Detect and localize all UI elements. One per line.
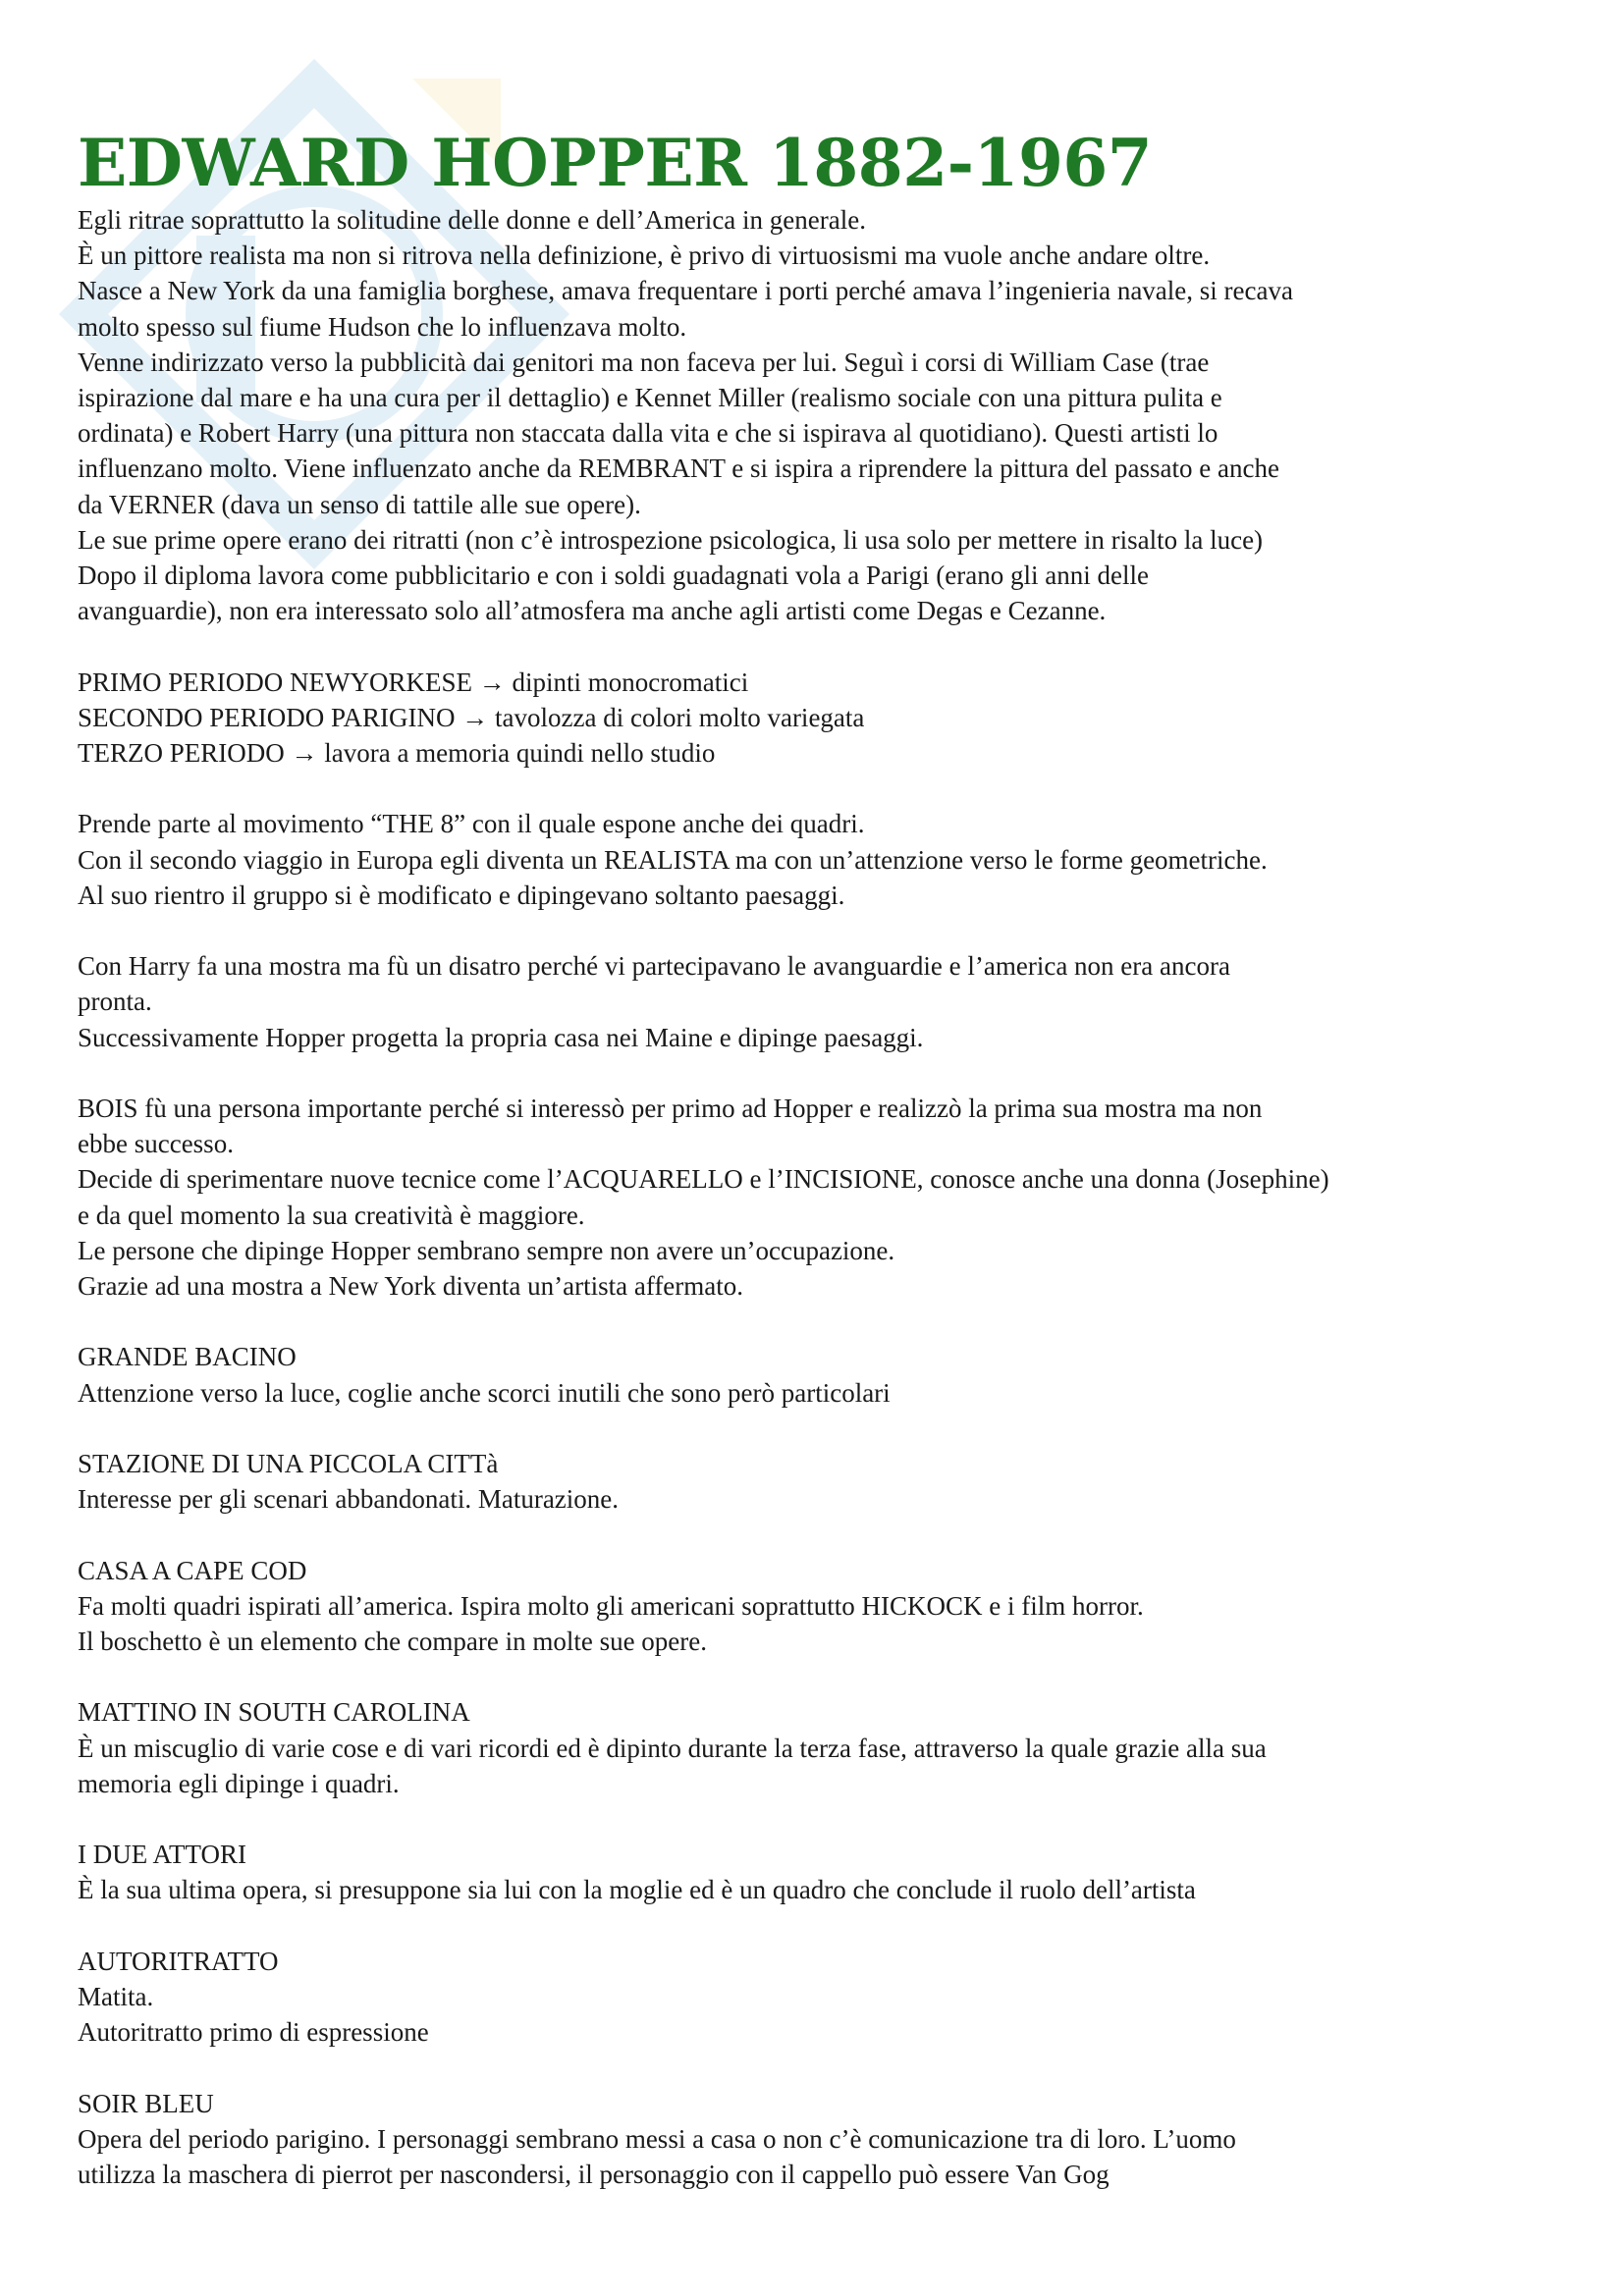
body-line: molto spesso sul fiume Hudson che lo influenzava molto.: [78, 311, 687, 342]
body-line: Matita.: [78, 1982, 154, 2011]
body-line: GRANDE BACINO: [78, 1342, 297, 1372]
body-line: da VERNER (dava un senso di tattile alle sue opere).: [78, 489, 641, 519]
body-line: memoria egli dipinge i quadri.: [78, 1768, 400, 1798]
body-line: Attenzione verso la luce, coglie anche scorci inutili che sono però particolari: [78, 1377, 891, 1408]
blank-line: [78, 1801, 1550, 1837]
body-line: e da quel momento la sua creatività è maggiore.: [78, 1200, 585, 1230]
body-line: Successivamente Hopper progetta la propria casa nei Maine e dipinge paesaggi.: [78, 1022, 924, 1052]
body-line: SOIR BLEU: [78, 2088, 214, 2118]
body-line: Le persone che dipinge Hopper sembrano sempre non avere un’occupazione.: [78, 1235, 895, 1265]
body-line: Il boschetto è un elemento che compare in molte sue opere.: [78, 1627, 708, 1657]
body-line: I DUE ATTORI: [78, 1840, 246, 1870]
body-line: utilizza la maschera di pierrot per nascondersi, il personaggio con il cappello può essere Van Gog: [78, 2160, 1110, 2189]
body-line: PRIMO PERIODO NEWYORKESE → dipinti monocromatici: [78, 667, 749, 697]
body-line: influenzano molto. Viene influenzato anche da REMBRANT e si ispira a riprendere la pittura del passato e anche: [78, 454, 1279, 484]
body-line: È un miscuglio di varie cose e di vari ricordi ed è dipinto durante la terza fase, attraverso la quale grazie alla sua: [78, 1733, 1267, 1763]
document-body: [78, 202, 1550, 2192]
body-line: AUTORITRATTO: [78, 1946, 279, 1976]
body-line: MATTINO IN SOUTH CAROLINA: [78, 1697, 470, 1728]
blank-line: [78, 1517, 1550, 1552]
body-line: SECONDO PERIODO PARIGINO → tavolozza di colori molto variegata: [78, 702, 865, 732]
body-line: Grazie ad una mostra a New York diventa un’artista affermato.: [78, 1271, 744, 1302]
body-line: Venne indirizzato verso la pubblicità dai genitori ma non faceva per lui. Seguì i corsi di William Case (trae: [78, 347, 1210, 377]
body-line: Al suo rientro il gruppo si è modificato e dipingevano soltanto paesaggi.: [78, 880, 845, 910]
document-title: EDWARD HOPPER 1882-1967: [78, 125, 1153, 201]
body-line: Interesse per gli scenari abbandonati. Maturazione.: [78, 1484, 620, 1515]
body-line: Con Harry fa una mostra ma fù un disatro perché vi partecipavano le avanguardie e l’america non era ancora: [78, 951, 1230, 982]
body-line: TERZO PERIODO → lavora a memoria quindi nello studio: [78, 738, 716, 769]
body-line: Prende parte al movimento “THE 8” con il quale espone anche dei quadri.: [78, 809, 865, 839]
document-page: [78, 124, 1550, 2192]
body-line: È la sua ultima opera, si presuppone sia lui con la moglie ed è un quadro che conclude il ruolo dell’artista: [78, 1875, 1196, 1905]
body-line: Fa molti quadri ispirati all’america. Ispira molto gli americani soprattutto HICKOCK e i film horror.: [78, 1590, 1144, 1621]
blank-line: [78, 1659, 1550, 1694]
body-line: pronta.: [78, 987, 152, 1017]
body-line: Autoritratto primo di espressione: [78, 2017, 429, 2048]
blank-line: [78, 1055, 1550, 1091]
body-line: Nasce a New York da una famiglia borghese, amava frequentare i porti perché amava l’ingenieria navale, si recava: [78, 276, 1293, 306]
blank-line: [78, 1411, 1550, 1446]
blank-line: [78, 2050, 1550, 2085]
blank-line: [78, 913, 1550, 948]
body-line: BOIS fù una persona importante perché si interessò per primo ad Hopper e realizzò la prima sua mostra ma non: [78, 1094, 1263, 1124]
body-line: ebbe successo.: [78, 1129, 234, 1159]
body-line: avanguardie), non era interessato solo all’atmosfera ma anche agli artisti come Degas e Cezanne.: [78, 596, 1107, 626]
blank-line: [78, 771, 1550, 806]
body-line: STAZIONE DI UNA PICCOLA CITTà: [78, 1449, 499, 1479]
body-line: Decide di sperimentare nuove tecnice come l’ACQUARELLO e l’INCISIONE, conosce anche una donna (Josephine): [78, 1164, 1329, 1195]
blank-line: [78, 1304, 1550, 1339]
body-line: Egli ritrae soprattutto la solitudine delle donne e dell’America in generale.: [78, 205, 866, 235]
body-line: Con il secondo viaggio in Europa egli diventa un REALISTA ma con un’attenzione verso le forme geometriche.: [78, 844, 1268, 875]
body-line: Dopo il diploma lavora come pubblicitario e con i soldi guadagnati vola a Parigi (erano gli anni delle: [78, 561, 1149, 591]
body-line: ordinata) e Robert Harry (una pittura non staccata dalla vita e che si ispirava al quotidiano). Questi artisti lo: [78, 418, 1218, 449]
body-line: Opera del periodo parigino. I personaggi sembrano messi a casa o non c’è comunicazione tra di loro. L’uomo: [78, 2123, 1236, 2154]
body-line: È un pittore realista ma non si ritrova nella definizione, è privo di virtuosismi ma vuole anche andare oltre.: [78, 240, 1211, 271]
body-line: ispirazione dal mare e ha una cura per il dettaglio) e Kennet Miller (realismo sociale con una pittura pulita e: [78, 383, 1222, 413]
body-line: CASA A CAPE COD: [78, 1555, 307, 1585]
blank-line: [78, 628, 1550, 664]
body-line: Le sue prime opere erano dei ritratti (non c’è introspezione psicologica, li usa solo per mettere in risalto la luce): [78, 524, 1264, 555]
blank-line: [78, 1908, 1550, 1944]
